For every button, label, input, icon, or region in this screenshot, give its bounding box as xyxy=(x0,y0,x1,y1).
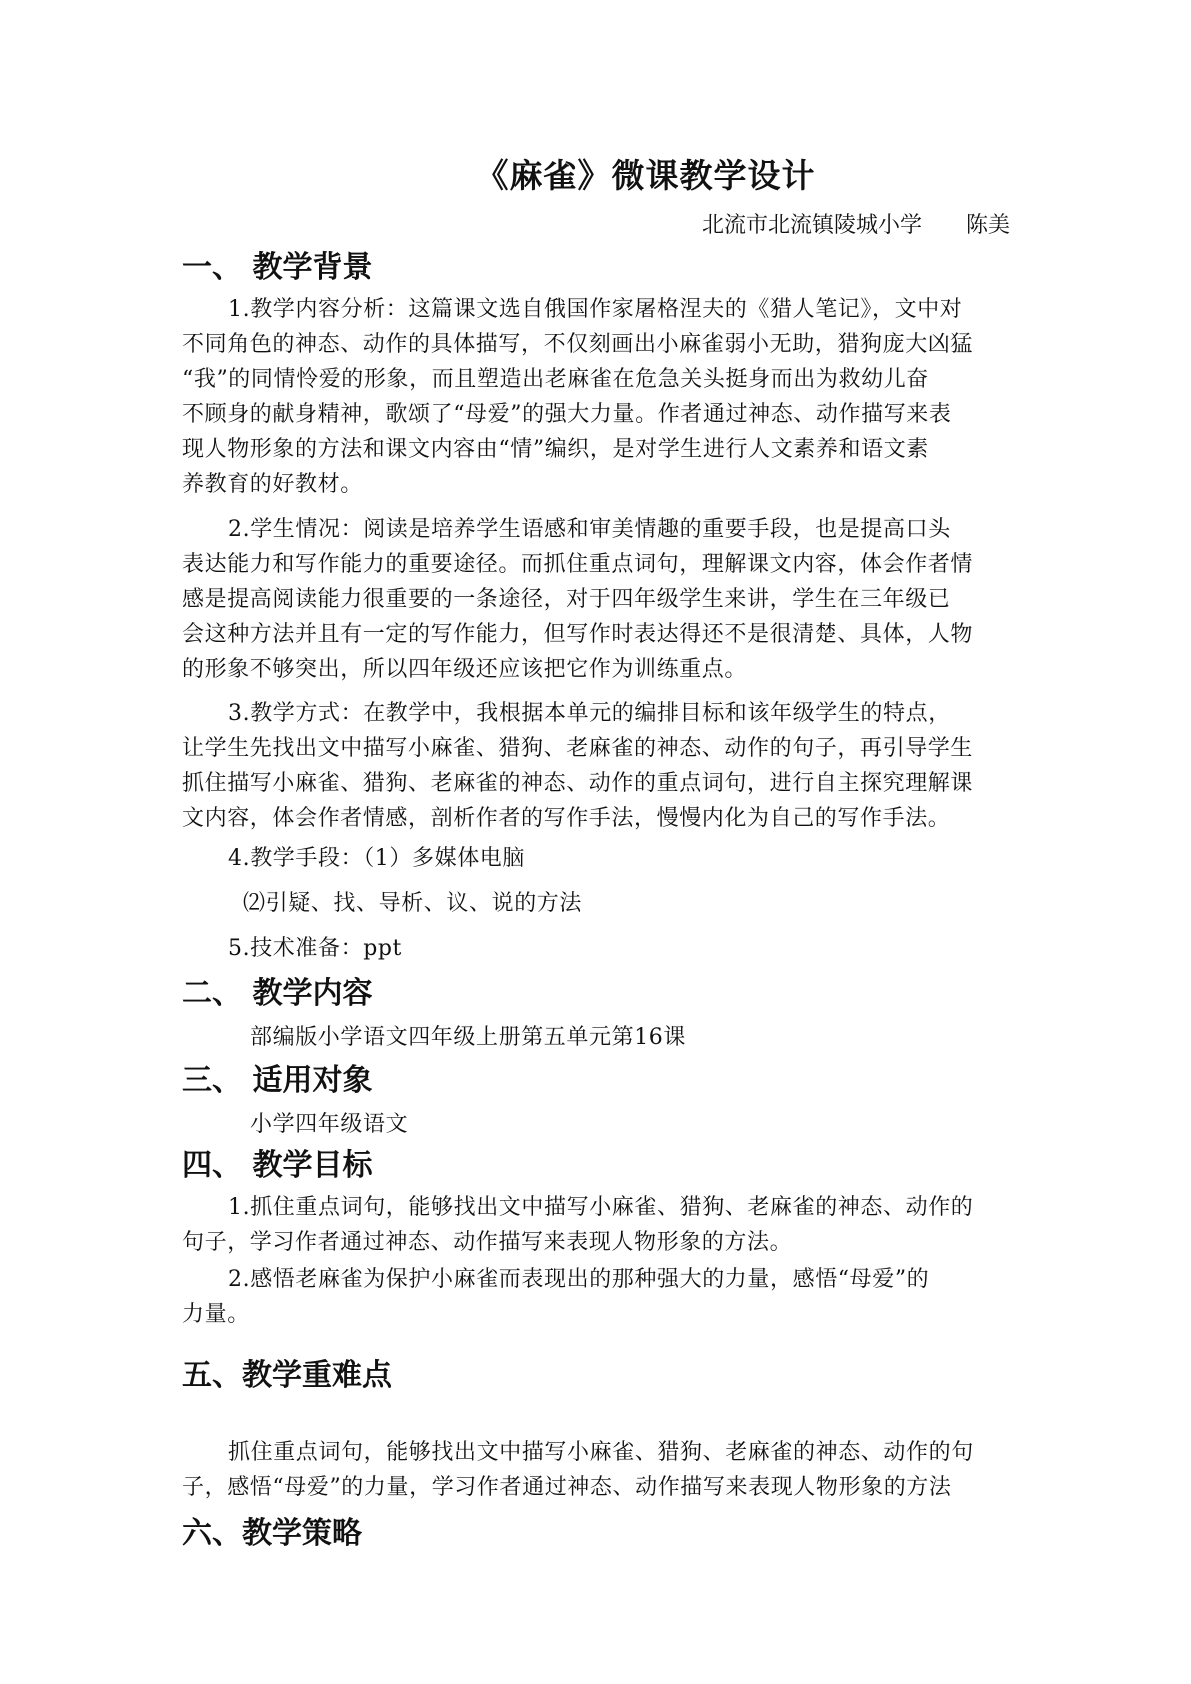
paragraph-line: 小学四年级语文 xyxy=(250,1112,409,1137)
paragraph-line: 2.感悟老麻雀为保护小麻雀而表现出的那种强大的力量，感悟“母爱”的 xyxy=(228,1267,930,1292)
paragraph-line: 5.技术准备：ppt xyxy=(228,936,402,961)
paragraph-line: 4.教学手段：（1）多媒体电脑 xyxy=(228,846,525,871)
paragraph-line: 不顾身的献身精神，歌颂了“母爱”的强大力量。作者通过神态、动作描写来表 xyxy=(182,402,952,427)
section-heading-strategy: 六、教学策略 xyxy=(182,1516,362,1551)
section-heading-key-points: 五、教学重难点 xyxy=(182,1358,392,1393)
paragraph-line: 文内容，体会作者情感，剖析作者的写作手法，慢慢内化为自己的写作手法。 xyxy=(182,806,951,831)
paragraph-line: 养教育的好教材。 xyxy=(182,472,363,497)
section-heading-background: 一、 教学背景 xyxy=(182,250,373,285)
paragraph-line: “我”的同情怜爱的形象，而且塑造出老麻雀在危急关头挺身而出为救幼儿奋 xyxy=(182,367,929,392)
paragraph-line: 子，感悟“母爱”的力量，学习作者通过神态、动作描写来表现人物形象的方法 xyxy=(182,1475,952,1500)
paragraph-line: 抓住重点词句，能够找出文中描写小麻雀、猎狗、老麻雀的神态、动作的句 xyxy=(228,1440,974,1465)
document-title: 《麻雀》微课教学设计 xyxy=(475,156,816,195)
paragraph-line: 表达能力和写作能力的重要途径。而抓住重点词句，理解课文内容，体会作者情 xyxy=(182,552,974,577)
paragraph-line: 感是提高阅读能力很重要的一条途径，对于四年级学生来讲，学生在三年级已 xyxy=(182,587,951,612)
paragraph-line: 抓住描写小麻雀、猎狗、老麻雀的神态、动作的重点词句，进行自主探究理解课 xyxy=(182,771,974,796)
paragraph-line: 的形象不够突出，所以四年级还应该把它作为训练重点。 xyxy=(182,657,748,682)
paragraph-line: 不同角色的神态、动作的具体描写，不仅刻画出小麻雀弱小无助，猎狗庞大凶猛 xyxy=(182,332,974,357)
paragraph-line: 3.教学方式：在教学中，我根据本单元的编排目标和该年级学生的特点， xyxy=(228,701,951,726)
paragraph-line: 现人物形象的方法和课文内容由“情”编织，是对学生进行人文素养和语文素 xyxy=(182,437,929,462)
section-heading-audience: 三、 适用对象 xyxy=(182,1063,373,1098)
paragraph-line: 会这种方法并且有一定的写作能力，但写作时表达得还不是很清楚、具体，人物 xyxy=(182,622,974,647)
paragraph-line: 让学生先找出文中描写小麻雀、猎狗、老麻雀的神态、动作的句子，再引导学生 xyxy=(182,736,974,761)
paragraph-line: ⑵引疑、找、导析、议、说的方法 xyxy=(243,891,583,916)
paragraph-line: 部编版小学语文四年级上册第五单元第16课 xyxy=(250,1025,686,1050)
author-line: 北流市北流镇陵城小学 陈美 xyxy=(701,213,1010,238)
paragraph-line: 1.教学内容分析：这篇课文选自俄国作家屠格涅夫的《猎人笔记》，文中对 xyxy=(228,297,963,322)
paragraph-line: 1.抓住重点词句，能够找出文中描写小麻雀、猎狗、老麻雀的神态、动作的 xyxy=(228,1195,974,1220)
section-heading-objectives: 四、 教学目标 xyxy=(182,1148,373,1183)
paragraph-line: 句子，学习作者通过神态、动作描写来表现人物形象的方法。 xyxy=(182,1230,793,1255)
paragraph-line: 力量。 xyxy=(182,1302,250,1327)
paragraph-line: 2.学生情况：阅读是培养学生语感和审美情趣的重要手段，也是提高口头 xyxy=(228,517,951,542)
section-heading-content: 二、 教学内容 xyxy=(182,976,373,1011)
